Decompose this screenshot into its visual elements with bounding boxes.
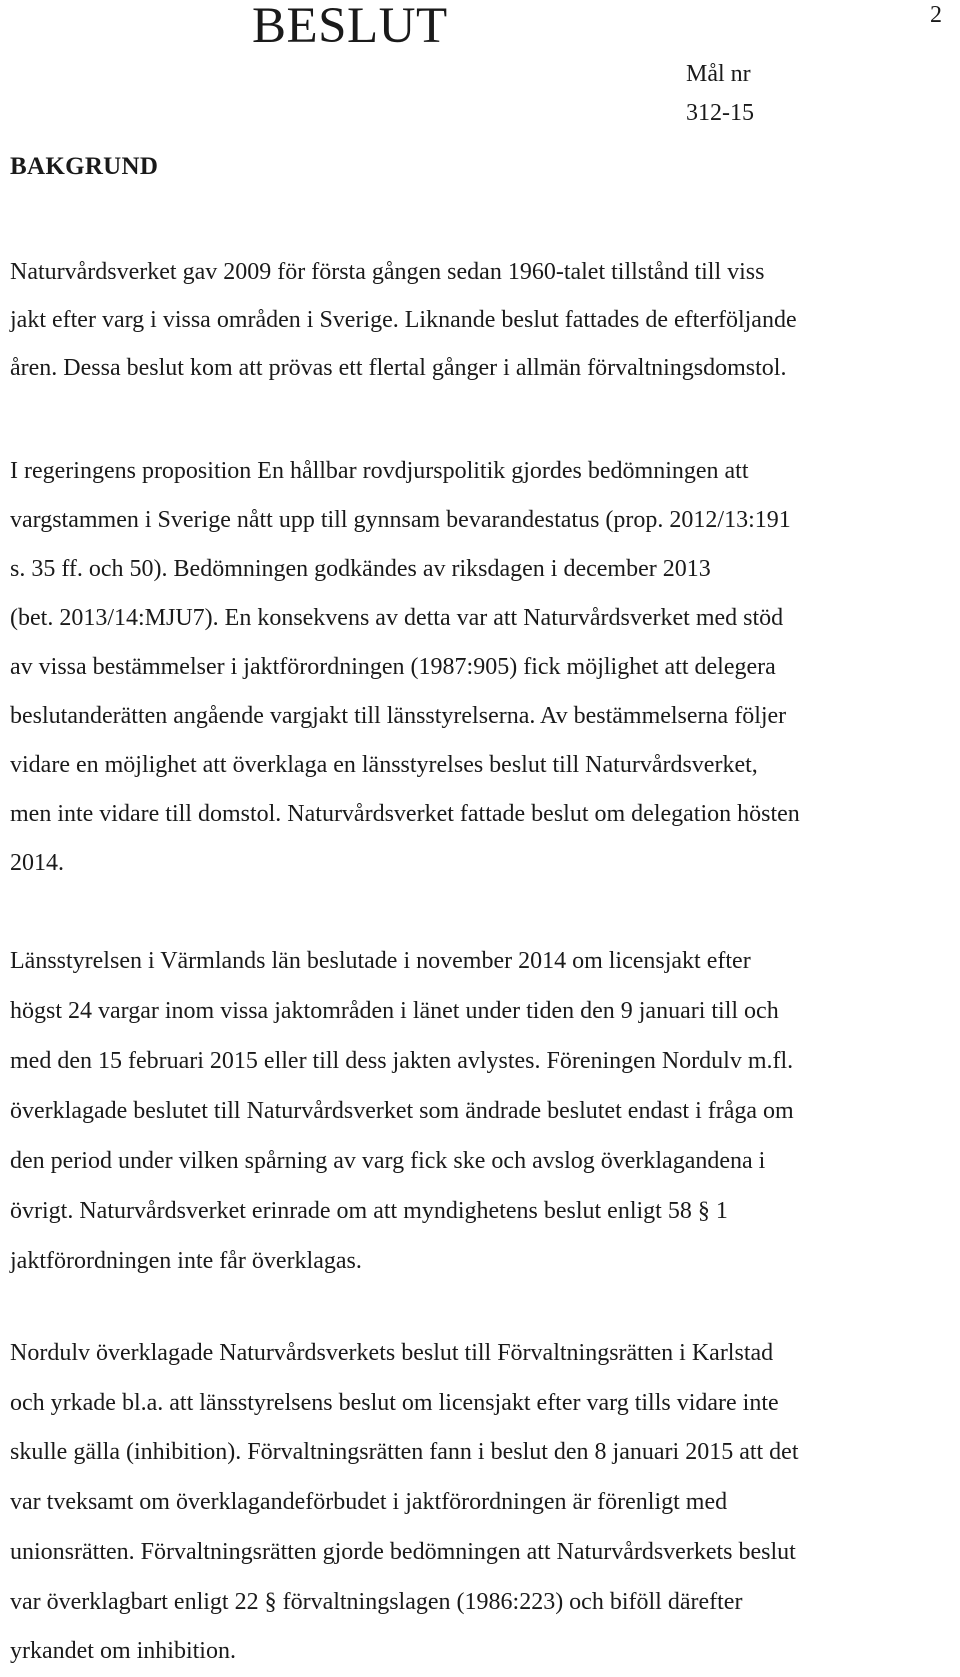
paragraph-line: (bet. 2013/14:MJU7). En konsekvens av detta var att Naturvårdsverket med stöd	[10, 605, 784, 631]
paragraph-line: 2014.	[10, 850, 64, 876]
document-title: BESLUT	[252, 0, 448, 54]
paragraph-1	[10, 248, 950, 392]
paragraph-line: och yrkade bl.a. att länsstyrelsens beslut om licensjakt efter varg tills vidare inte	[10, 1389, 779, 1416]
paragraph-line: var tveksamt om överklagandeförbudet i jaktförordningen är förenligt med	[10, 1489, 728, 1516]
paragraph-line: åren. Dessa beslut kom att prövas ett flertal gånger i allmän förvaltningsdomstol.	[10, 355, 787, 381]
case-number-value: 312-15	[686, 100, 754, 126]
paragraph-line: s. 35 ff. och 50). Bedömningen godkändes av riksdagen i december 2013	[10, 556, 711, 582]
paragraph-line: den period under vilken spårning av varg fick ske och avslog överklagandena i	[10, 1148, 766, 1174]
paragraph-line: vidare en möjlighet att överklaga en länsstyrelses beslut till Naturvårdsverket,	[10, 752, 758, 778]
paragraph-line: av vissa bestämmelser i jaktförordningen (1987:905) fick möjlighet att delegera	[10, 654, 776, 680]
case-number-label: Mål nr	[686, 61, 751, 87]
paragraph-line: övrigt. Naturvårdsverket erinrade om att myndighetens beslut enligt 58 § 1	[10, 1198, 728, 1224]
paragraph-line: skulle gälla (inhibition). Förvaltningsrätten fann i beslut den 8 januari 2015 att det	[10, 1439, 799, 1466]
paragraph-line: Nordulv överklagade Naturvårdsverkets beslut till Förvaltningsrätten i Karlstad	[10, 1340, 774, 1366]
paragraph-3	[10, 936, 950, 1286]
paragraph-line: jaktförordningen inte får överklagas.	[10, 1248, 362, 1274]
section-heading-bakgrund: BAKGRUND	[10, 153, 159, 180]
paragraph-line: med den 15 februari 2015 eller till dess jakten avlystes. Föreningen Nordulv m.fl.	[10, 1048, 794, 1074]
paragraph-2	[10, 447, 950, 888]
case-number-block	[686, 55, 754, 133]
paragraph-line: var överklagbart enligt 22 § förvaltningslagen (1986:223) och biföll därefter	[10, 1588, 743, 1615]
paragraph-line: I regeringens proposition En hållbar rovdjurspolitik gjordes bedömningen att	[10, 458, 749, 484]
paragraph-line: överklagade beslutet till Naturvårdsverket som ändrade beslutet endast i fråga om	[10, 1098, 794, 1124]
page-number: 2	[930, 2, 942, 28]
paragraph-line: Naturvårdsverket gav 2009 för första gången sedan 1960-talet tillstånd till viss	[10, 259, 765, 285]
paragraph-line: yrkandet om inhibition.	[10, 1638, 236, 1665]
paragraph-line: vargstammen i Sverige nått upp till gynnsam bevarandestatus (prop. 2012/13:191	[10, 507, 791, 533]
paragraph-line: men inte vidare till domstol. Naturvårdsverket fattade beslut om delegation hösten	[10, 801, 800, 827]
paragraph-line: högst 24 vargar inom vissa jaktområden i länet under tiden den 9 januari till och	[10, 998, 779, 1024]
paragraph-line: jakt efter varg i vissa områden i Sverige. Liknande beslut fattades de efterföljande	[10, 307, 797, 333]
paragraph-line: unionsrätten. Förvaltningsrätten gjorde bedömningen att Naturvårdsverkets beslut	[10, 1538, 796, 1565]
paragraph-line: beslutanderätten angående vargjakt till länsstyrelserna. Av bestämmelserna följer	[10, 703, 787, 729]
paragraph-4	[10, 1329, 950, 1677]
paragraph-line: Länsstyrelsen i Värmlands län beslutade i november 2014 om licensjakt efter	[10, 948, 751, 974]
